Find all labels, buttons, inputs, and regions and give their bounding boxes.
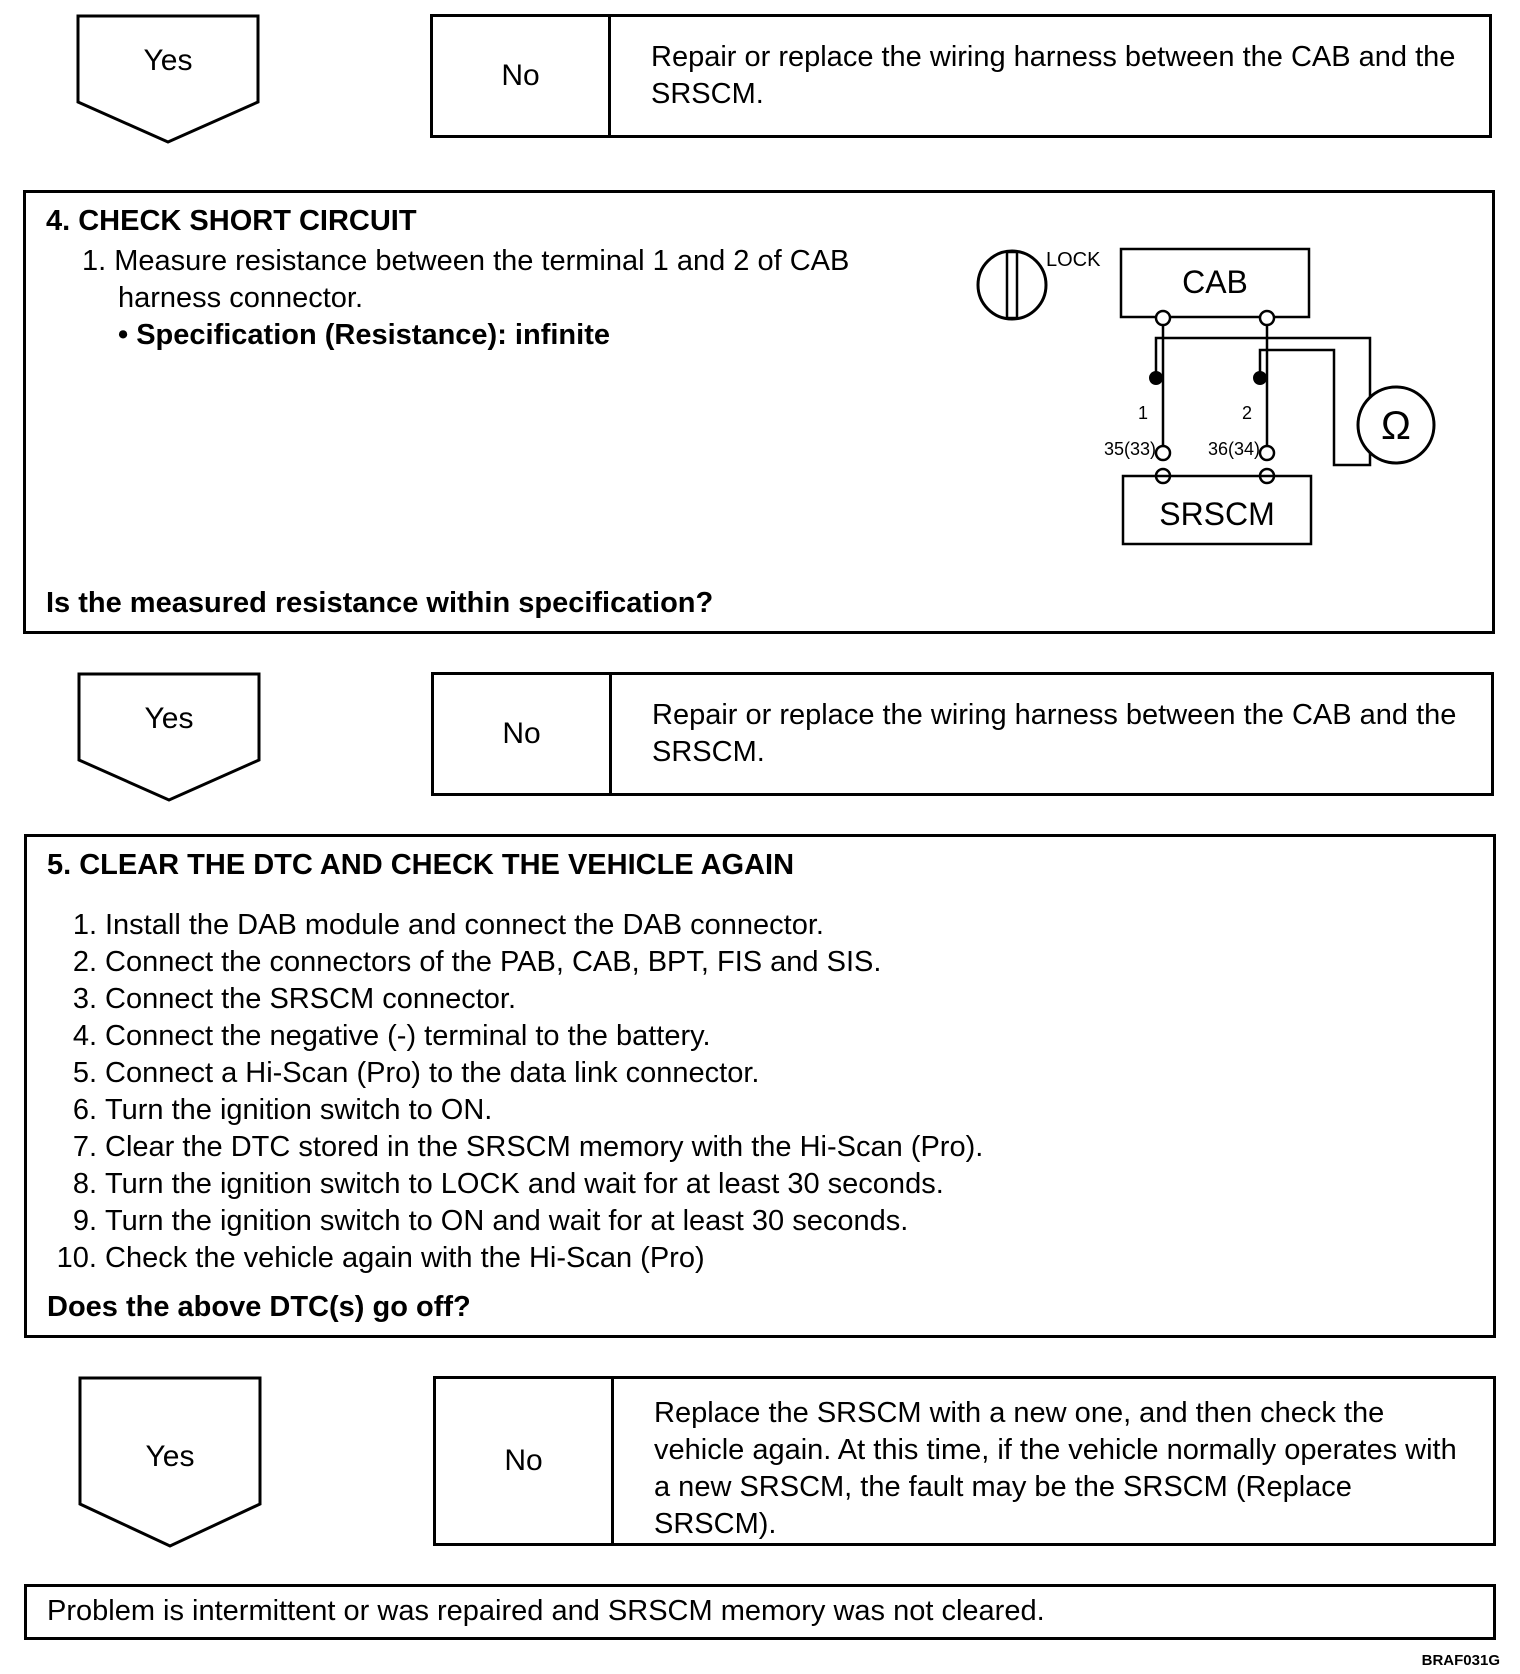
bullet: • <box>118 319 129 351</box>
pin-right-label: 36(34) <box>1207 439 1260 459</box>
no-label: No <box>434 675 612 793</box>
lock-label: LOCK <box>1046 249 1101 271</box>
specification <box>82 317 962 354</box>
final-text: Problem is intermittent or was repaired and SRSCM memory was not cleared. <box>47 1595 1045 1627</box>
list-item: 4. Connect the negative (-) terminal to the battery. <box>72 1020 711 1052</box>
yes-label: Yes <box>143 44 193 77</box>
item-text: Measure resistance between the terminal 1 and 2 of CAB <box>114 245 850 277</box>
ohm-symbol: Ω <box>1381 404 1411 448</box>
yes-pentagon-shape <box>76 14 260 144</box>
no-label: No <box>436 1379 614 1543</box>
list-item: 3. Connect the SRSCM connector. <box>72 983 517 1015</box>
ignition-lock-icon <box>978 251 1046 319</box>
list-item: 1. Install the DAB module and connect the DAB connector. <box>72 909 824 941</box>
final-result-box <box>24 1584 1496 1640</box>
list-item: 6. Turn the ignition switch to ON. <box>72 1094 493 1126</box>
step-list <box>56 907 984 1277</box>
step-5-box <box>24 834 1496 1338</box>
no-box-1 <box>430 14 1492 138</box>
yes-label: Yes <box>144 702 194 735</box>
action-text: Repair or replace the wiring harness between the CAB and the SRSCM. <box>652 699 1457 768</box>
item-number: 1. <box>82 245 107 277</box>
list-item: 10. Check the vehicle again with the Hi-Scan (Pro) <box>56 1242 705 1274</box>
action-text: Repair or replace the wiring harness between the CAB and the SRSCM. <box>651 41 1456 110</box>
circuit-diagram <box>976 243 1456 573</box>
terminal-2-label: 2 <box>1241 403 1252 423</box>
list-item: 5. Connect a Hi-Scan (Pro) to the data link connector. <box>72 1057 760 1089</box>
yes-arrow-2 <box>77 672 261 802</box>
yes-label: Yes <box>145 1440 195 1473</box>
step-title: 4. CHECK SHORT CIRCUIT <box>46 205 417 237</box>
yes-arrow-1 <box>76 14 260 144</box>
no-label: No <box>433 17 611 135</box>
step-question: Is the measured resistance within specification? <box>46 587 714 619</box>
item-text-cont: harness connector. <box>118 282 364 314</box>
step-4-box <box>23 190 1495 634</box>
list-item: 7. Clear the DTC stored in the SRSCM memory with the Hi-Scan (Pro). <box>72 1131 984 1163</box>
step-item <box>82 243 962 354</box>
yes-arrow-3 <box>78 1376 262 1548</box>
yes-pentagon-shape <box>77 672 261 802</box>
step-question: Does the above DTC(s) go off? <box>47 1291 471 1323</box>
step-title: 5. CLEAR THE DTC AND CHECK THE VEHICLE AGAIN <box>47 849 795 881</box>
terminal-1-label: 1 <box>1137 403 1148 423</box>
cab-label: CAB <box>1182 264 1248 300</box>
figure-code: BRAF031G <box>1421 1652 1500 1669</box>
list-item: 8. Turn the ignition switch to LOCK and wait for at least 30 seconds. <box>72 1168 944 1200</box>
list-item: 9. Turn the ignition switch to ON and wait for at least 30 seconds. <box>72 1205 909 1237</box>
no-box-3 <box>433 1376 1496 1546</box>
pin-left-label: 35(33) <box>1103 439 1156 459</box>
list-item: 2. Connect the connectors of the PAB, CAB, BPT, FIS and SIS. <box>72 946 882 978</box>
no-box-2 <box>431 672 1494 796</box>
srscm-label: SRSCM <box>1159 496 1275 532</box>
spec-text: Specification (Resistance): infinite <box>136 319 610 351</box>
action-text: Replace the SRSCM with a new one, and then check the vehicle again. At this time, if the vehicle normally operates with a new SRSCM, the fault may be the SRSCM (Replace SRSCM). <box>654 1397 1457 1540</box>
